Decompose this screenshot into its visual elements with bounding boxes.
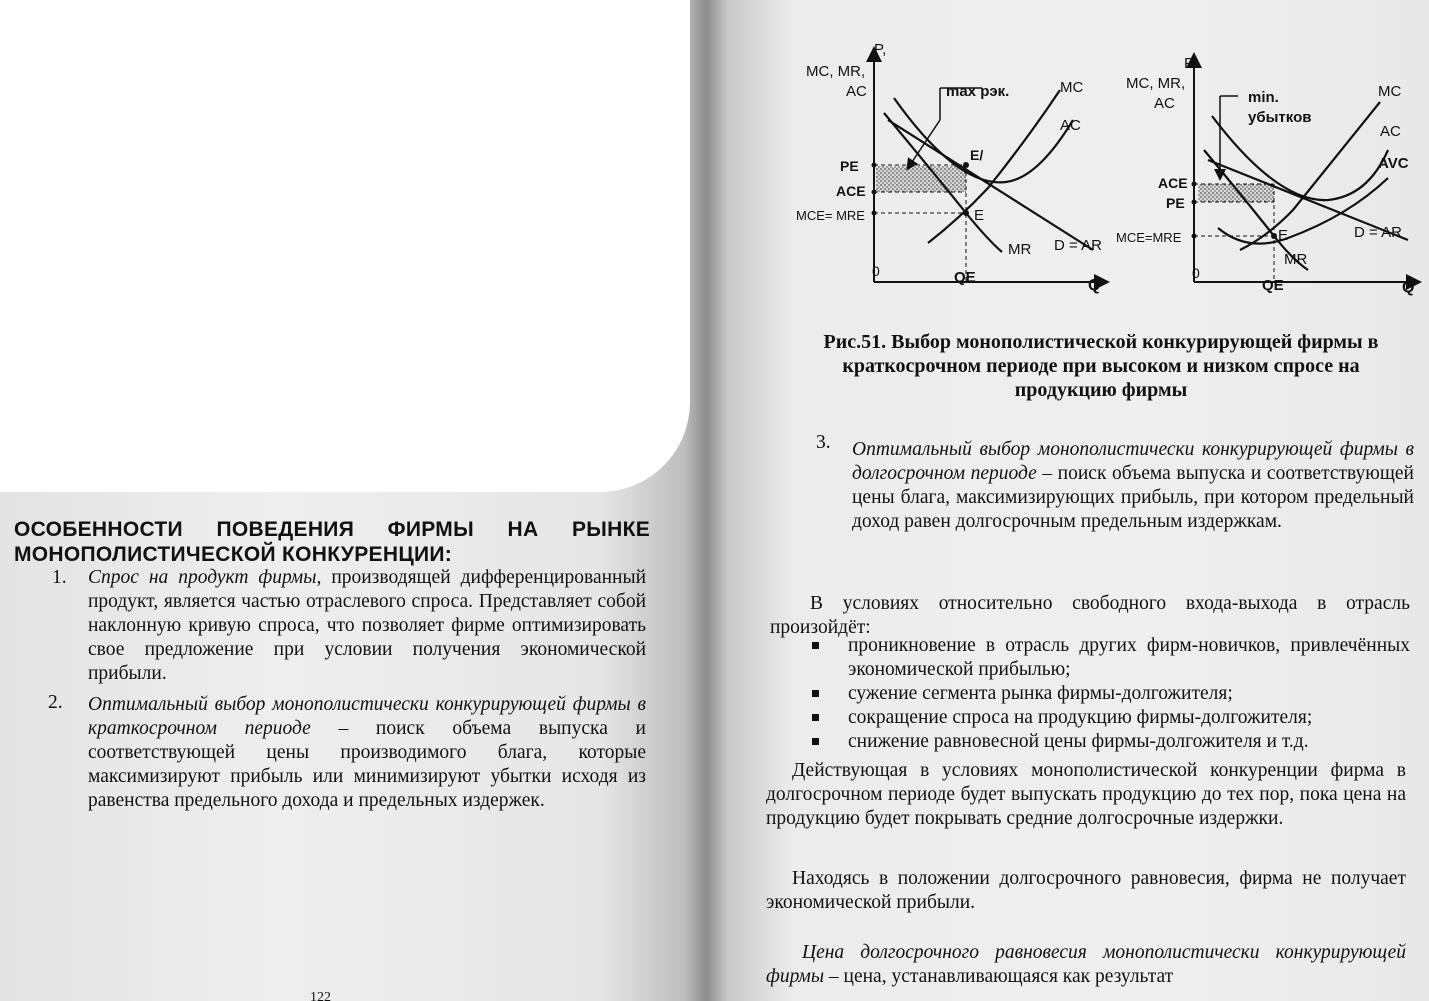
left-mce-label: MCE= MRE xyxy=(796,208,865,223)
left-origin-label: 0 xyxy=(872,263,880,279)
left-mc-label: MC xyxy=(1060,79,1084,96)
left-point-mce xyxy=(872,211,877,216)
right-mce-label: MCE=MRE xyxy=(1116,230,1182,245)
bullet-item-1: проникновение в отрасль других фирм-новичков, привлечённых экономической прибылью; xyxy=(848,635,1410,680)
item-2-number: 2. xyxy=(48,692,63,713)
figure-caption: Рис.51. Выбор монополистической конкурирующей фирмы в краткосрочном периоде при высоком и низком спросе на продукцию фирмы xyxy=(823,331,1379,401)
right-graph xyxy=(1116,55,1418,296)
right-q-label: Q xyxy=(1402,279,1415,296)
item-1-lead: Спрос на продукт фирмы, xyxy=(88,567,322,588)
left-point-e xyxy=(963,210,969,216)
paragraph-long-run: Действующая в условиях монополистической конкуренции фирма в долгосрочном периоде будет выпускать продукцию до тех пор, пока цена на продукцию будет покрывать средние долгосрочные издержки. xyxy=(766,760,1406,829)
right-mc-label: MC xyxy=(1378,83,1402,100)
item-1-text: производящей дифференцированный продукт, является частью отраслевого спроса. Представляет собой наклонную кривую спроса, что позволяет фирме оптимизировать свое предложение при условии получения экономической прибыли. xyxy=(88,567,647,684)
right-point-pe xyxy=(1192,200,1197,205)
left-qe-label: QE xyxy=(954,269,976,286)
left-q-label: Q xyxy=(1088,277,1101,294)
paragraph-equilibrium: Находясь в положении долгосрочного равновесия, фирма не получает экономической прибыли. xyxy=(766,868,1406,913)
left-point-pe xyxy=(872,163,877,168)
left-point-e-prime xyxy=(963,162,969,168)
left-ac-label: AC xyxy=(1060,117,1081,134)
item-1-number: 1. xyxy=(52,567,67,588)
right-loss-area xyxy=(1198,184,1274,202)
bullet-marker xyxy=(812,714,819,721)
right-point-ace xyxy=(1192,182,1197,187)
page-number: 122 xyxy=(310,990,331,1001)
right-y-label-1: MC, MR, xyxy=(1126,75,1186,92)
right-e-label: E xyxy=(1278,227,1289,244)
left-graph xyxy=(796,41,1106,294)
item-3-paragraph xyxy=(852,438,1414,534)
right-pe-label: PE xyxy=(1166,195,1185,211)
right-qe-label: QE xyxy=(1262,277,1284,294)
right-ac-label: AC xyxy=(1380,123,1401,140)
blank-white-area xyxy=(0,0,690,492)
left-e-prime-label: E/ xyxy=(970,147,984,163)
price-definition-text: – цена, устанавливающаяся как результат xyxy=(824,966,1174,987)
bullet-item-3: сокращение спроса на продукцию фирмы-долгожителя; xyxy=(848,707,1313,728)
item-3-text: – поиск объема выпуска и соответствующей цены блага, максимизирующих прибыль, при котором предельный доход равен долгосрочным предельным издержкам. xyxy=(852,463,1414,532)
right-point-e xyxy=(1271,233,1277,239)
left-point-ace xyxy=(872,190,877,195)
right-avc-label: AVC xyxy=(1378,155,1409,172)
bullet-marker xyxy=(812,642,819,649)
item-1-paragraph xyxy=(88,566,646,686)
left-annotation: max pэк. xyxy=(946,83,1010,100)
left-mr-label: MR xyxy=(1008,241,1032,258)
bullet-marker xyxy=(812,690,819,697)
left-ace-label: ACE xyxy=(836,183,866,199)
item-2-text: – поиск объема выпуска и соответствующей цены производимого блага, которые максимизируют прибыль или минимизируют убытки исходя из равенства предельного дохода и предельных издержек. xyxy=(88,718,646,811)
left-d-label: D = AR xyxy=(1054,237,1102,254)
right-y-axis-label: P, xyxy=(1184,55,1197,72)
right-annotation-line-1: min. xyxy=(1248,89,1279,106)
right-ace-label: ACE xyxy=(1158,175,1188,191)
figure-51-svg xyxy=(788,28,1428,328)
right-point-mce xyxy=(1192,234,1197,239)
price-definition-lead: Цена долгосрочного равновесия монополистически конкурирующей фирмы xyxy=(766,942,1406,987)
right-origin-label: 0 xyxy=(1192,265,1200,281)
left-y-label-2: AC xyxy=(846,83,867,100)
right-y-label-2: AC xyxy=(1154,95,1175,112)
right-mr-label: MR xyxy=(1284,251,1308,268)
section-heading-line-1: ОСОБЕННОСТИ ПОВЕДЕНИЯ ФИРМЫ НА РЫНКЕ xyxy=(14,518,650,541)
right-annotation-line-2: убытков xyxy=(1248,109,1312,126)
item-2-paragraph xyxy=(88,693,646,813)
bullet-marker xyxy=(812,738,819,745)
intro-paragraph: В условиях относительно свободного входа-выхода в отрасль произойдёт: xyxy=(770,593,1410,638)
left-y-label-1: MC, MR, xyxy=(806,63,866,80)
left-e-label: E xyxy=(974,207,985,224)
section-heading-line-2: МОНОПОЛИСТИЧЕСКОЙ КОНКУРЕНЦИИ: xyxy=(14,543,453,566)
figure-51 xyxy=(788,28,1428,328)
left-page xyxy=(0,0,706,1001)
item-3-lead: Оптимальный выбор монополистически конкурирующей фирмы в долгосрочном периоде xyxy=(852,439,1414,484)
item-2-lead: Оптимальный выбор монополистически конкурирующей фирмы в краткосрочном периоде xyxy=(88,694,646,739)
right-d-label: D = AR xyxy=(1354,224,1402,241)
paragraph-price-definition xyxy=(766,941,1406,989)
left-y-axis-label: P, xyxy=(874,41,887,58)
bullet-item-4: снижение равновесной цены фирмы-долгожителя и т.д. xyxy=(848,731,1309,752)
left-pe-label: PE xyxy=(840,158,859,174)
left-profit-area xyxy=(876,166,966,192)
item-3-number: 3. xyxy=(816,432,831,453)
bullet-item-2: сужение сегмента рынка фирмы-долгожителя; xyxy=(848,683,1233,704)
